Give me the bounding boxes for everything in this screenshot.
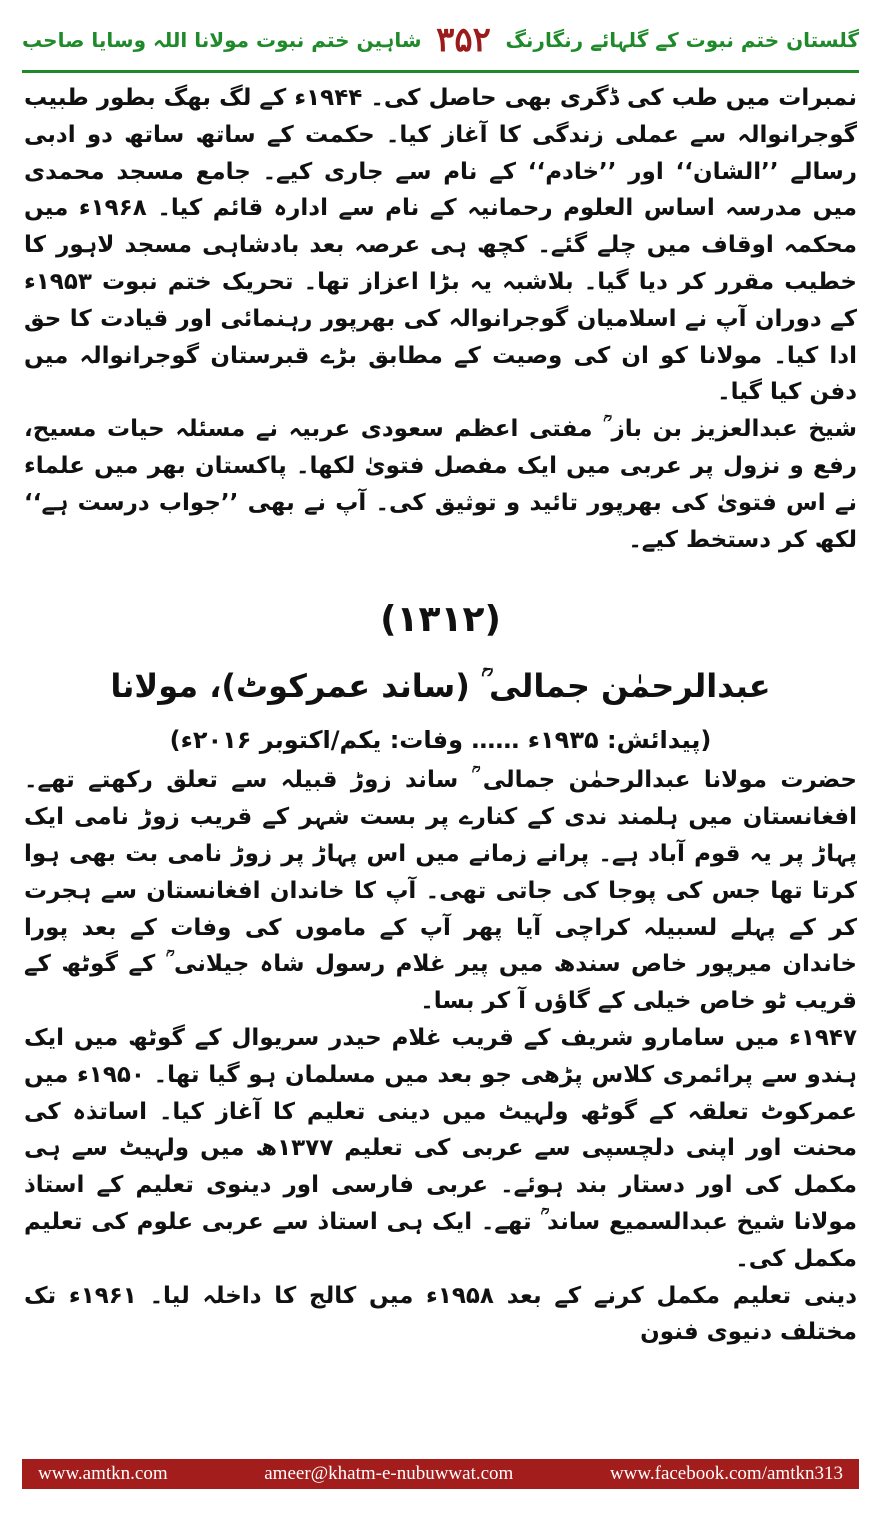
author-title: شاہین ختم نبوت مولانا اللہ وسایا صاحب <box>22 28 422 52</box>
page-body <box>24 80 857 1351</box>
paragraph-1: نمبرات میں طب کی ڈگری بھی حاصل کی۔ ۱۹۴۴ء کے لگ بھگ بطور طبیب گوجرانوالہ سے عملی زندگی کا آغاز کیا۔ حکمت کے ساتھ ساتھ دو ادبی رسالے ’’الشان‘‘ اور ’’خادم‘‘ کے نام سے جاری کیے۔ جامع مسجد محمدی میں مدرسہ اساس العلوم رحمانیہ کے نام سے ادارہ قائم کیا۔ ۱۹۶۸ء میں محکمہ اوقاف میں چلے گئے۔ کچھ ہی عرصہ بعد بادشاہی مسجد لاہور کا خطیب مقرر کر دیا گیا۔ بلاشبہ یہ بڑا اعزاز تھا۔ تحریک ختم نبوت ۱۹۵۳ء کے دوران آپ نے اسلامیان گوجرانوالہ کی بھرپور رہنمائی اور قیادت کا حق ادا کیا۔ مولانا کو ان کی وصیت کے مطابق بڑے قبرستان گوجرانوالہ میں دفن کیا گیا۔ <box>24 85 858 406</box>
paragraph-3: حضرت مولانا عبدالرحمٰن جمالی ؒ ساند زوڑ قبیلہ سے تعلق رکھتے تھے۔ افغانستان میں ہلمند ندی کے کنارے پر بست شہر کے قریب زوڑ نامی ایک پہاڑ پر یہ قوم آباد ہے۔ پرانے زمانے میں اس پہاڑ پر زوڑ نامی بت بھی ہوا کرتا تھا جس کی پوجا کی جاتی تھی۔ آپ کا خاندان افغانستان سے ہجرت کر کے پہلے لسبیلہ کراچی آیا پھر آپ کے ماموں کی وفات کے بعد پورا خاندان میرپور خاص سندھ میں پیر غلام رسول شاہ جیلانی ؒ کے گوٹھ کے قریب ٹو خاص خیلی کے گاؤں آ کر بسا۔ <box>24 767 857 1015</box>
email-link[interactable]: ameer@khatm-e-nubuwwat.com <box>264 1463 514 1484</box>
entry-number: (۱۳۱۲) <box>380 599 501 641</box>
facebook-link[interactable]: www.facebook.com/amtkn313 <box>609 1463 843 1484</box>
page-number: ۳۵۲ <box>436 20 491 60</box>
paragraph-5: دینی تعلیم مکمل کرنے کے بعد ۱۹۵۸ء میں کالج کا داخلہ لیا۔ ۱۹۶۱ء تک مختلف دنیوی فنون <box>24 1282 857 1346</box>
paragraph-2: شیخ عبدالعزیز بن باز ؒ مفتی اعظم سعودی عربیہ نے مسئلہ حیات مسیح، رفع و نزول پر عربی میں ایک مفصل فتویٰ لکھا۔ پاکستان بھر میں علماء نے اس فتویٰ کی بھرپور تائید و توثیق کی۔ آپ نے بھی ’’جواب درست ہے‘‘ لکھ کر دستخط کیے۔ <box>24 416 857 553</box>
page-header <box>22 14 859 66</box>
book-title: گلستان ختم نبوت کے گلہائے رنگارنگ <box>505 28 859 52</box>
entry-title: عبدالرحمٰن جمالی ؒ (ساند عمرکوٹ)، مولانا <box>110 667 771 706</box>
website-link[interactable]: www.amtkn.com <box>38 1463 168 1484</box>
entry-dates: (پیدائش: ۱۹۳۵ء …… وفات: یکم/اکتوبر ۲۰۱۶ء) <box>169 726 712 755</box>
paragraph-4: ۱۹۴۷ء میں سامارو شریف کے قریب غلام حیدر سریوال کے گوٹھ میں ایک ہندو سے پرائمری کلاس پڑھی جو بعد میں مسلمان ہو گیا تھا۔ ۱۹۵۰ء میں عمرکوٹ تعلقہ کے گوٹھ ولہیٹ میں دینی تعلیم کا آغاز کیا۔ اساتذہ کی محنت اور اپنی دلچسپی سے عربی کی تعلیم ۱۳۷۷ھ میں ولہیٹ سے ہی مکمل کی اور دستار بند ہوئے۔ عربی فارسی اور دینوی تعلیم کے استاذ مولانا شیخ عبدالسمیع ساند ؒ تھے۔ ایک ہی استاذ سے عربی علوم کی تعلیم مکمل کی۔ <box>24 1024 857 1272</box>
page-footer <box>22 1459 859 1489</box>
header-divider <box>22 70 859 73</box>
